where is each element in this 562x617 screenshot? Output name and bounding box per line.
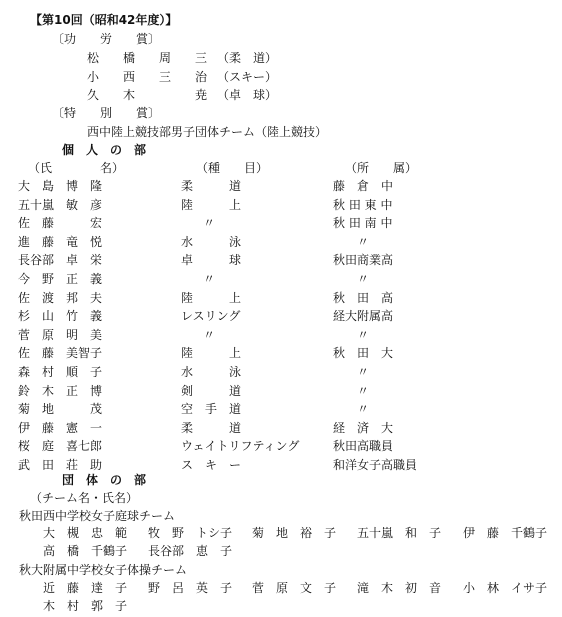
team-member: 菊 地 裕 子 [252, 526, 337, 540]
group-column-header: （チーム名・氏名） [30, 491, 139, 505]
individual-event: レスリング [181, 309, 241, 323]
individual-org: 藤 倉 中 [333, 179, 394, 193]
individual-event: 剣 道 [181, 384, 242, 398]
individual-org: 〃 [357, 328, 370, 342]
special-award-title: 〔特 別 賞〕 [52, 106, 161, 120]
team-member: 滝 木 初 音 [357, 581, 442, 595]
individual-section-title: 個 人 の 部 [62, 143, 147, 157]
individual-org: 和洋女子高職員 [333, 458, 418, 472]
team-member: 五十嵐 和 子 [357, 526, 442, 540]
team-member: 長谷部 恵 子 [148, 544, 233, 558]
team-name: 秋田西中学校女子庭球チーム [19, 509, 176, 523]
event-column-header: （種 目） [196, 161, 269, 175]
team-member: 高 橋 千鶴子 [43, 544, 128, 558]
merit-awardee-field: （柔 道） [217, 51, 278, 65]
individual-event: 陸 上 [181, 198, 242, 212]
individual-event: ウェイトリフティング [181, 439, 300, 453]
merit-award-title: 〔功 労 賞〕 [52, 32, 161, 46]
team-member: 近 藤 達 子 [43, 581, 128, 595]
group-section-title: 団 体 の 部 [62, 473, 147, 487]
individual-org: 経 済 大 [333, 421, 394, 435]
individual-name: 佐 藤 美智子 [18, 346, 103, 360]
individual-name: 佐 藤 宏 [18, 216, 103, 230]
individual-event: 〃 [203, 272, 216, 286]
individual-name: 長谷部 卓 栄 [18, 253, 103, 267]
individual-org: 経大附属高 [333, 309, 394, 323]
individual-name: 今 野 正 義 [18, 272, 103, 286]
merit-awardee-field: （スキー） [217, 70, 278, 84]
individual-event: 陸 上 [181, 291, 242, 305]
individual-name: 武 田 荘 助 [18, 458, 103, 472]
individual-name: 桜 庭 喜七郎 [18, 439, 103, 453]
individual-name: 鈴 木 正 博 [18, 384, 103, 398]
individual-org: 秋 田 南 中 [333, 216, 393, 230]
merit-awardee-name: 小 西 三 治 [87, 70, 208, 84]
individual-event: ス キ ー [181, 458, 242, 472]
individual-event: 柔 道 [181, 421, 242, 435]
individual-name: 佐 渡 邦 夫 [18, 291, 103, 305]
individual-org: 〃 [357, 365, 370, 379]
team-member: 伊 藤 千鶴子 [463, 526, 548, 540]
merit-awardee-name: 久 木 尭 [87, 88, 208, 102]
individual-name: 五十嵐 敏 彦 [18, 198, 103, 212]
team-member: 菅 原 文 子 [252, 581, 337, 595]
merit-awardee-name: 松 橋 周 三 [87, 51, 208, 65]
individual-org: 〃 [357, 402, 370, 416]
individual-org: 秋田高職員 [333, 439, 394, 453]
individual-event: 陸 上 [181, 346, 242, 360]
name-column-header: （氏 名） [28, 161, 125, 175]
team-member: 小 林 イサ子 [463, 581, 548, 595]
team-member: 大 槻 忠 範 [43, 526, 128, 540]
individual-org: 秋田商業高 [333, 253, 394, 267]
individual-org: 〃 [357, 235, 370, 249]
individual-name: 進 藤 竜 悦 [18, 235, 103, 249]
individual-name: 大 島 博 隆 [18, 179, 103, 193]
individual-name: 森 村 順 子 [18, 365, 103, 379]
org-column-header: （所 属） [345, 161, 418, 175]
individual-org: 秋 田 東 中 [333, 198, 393, 212]
individual-name: 伊 藤 憲 一 [18, 421, 103, 435]
individual-name: 杉 山 竹 義 [18, 309, 103, 323]
individual-event: 〃 [203, 216, 216, 230]
individual-name: 菅 原 明 美 [18, 328, 103, 342]
individual-name: 菊 地 茂 [18, 402, 103, 416]
individual-org: 秋 田 大 [333, 346, 394, 360]
team-member: 野 呂 英 子 [148, 581, 233, 595]
individual-event: 柔 道 [181, 179, 242, 193]
team-member: 木 村 郭 子 [43, 599, 128, 613]
individual-org: 〃 [357, 384, 370, 398]
merit-awardee-field: （卓 球） [217, 88, 278, 102]
individual-org: 秋 田 高 [333, 291, 394, 305]
special-award-text: 西中陸上競技部男子団体チーム（陸上競技） [87, 125, 328, 139]
individual-event: 〃 [203, 328, 216, 342]
section-heading: 【第10回（昭和42年度）】 [30, 13, 178, 27]
individual-event: 空 手 道 [181, 402, 242, 416]
individual-event: 卓 球 [181, 253, 242, 267]
individual-event: 水 泳 [181, 235, 242, 249]
team-member: 牧 野 トシ子 [148, 526, 233, 540]
individual-org: 〃 [357, 272, 370, 286]
individual-event: 水 泳 [181, 365, 242, 379]
team-name: 秋大附属中学校女子体操チーム [19, 563, 188, 577]
